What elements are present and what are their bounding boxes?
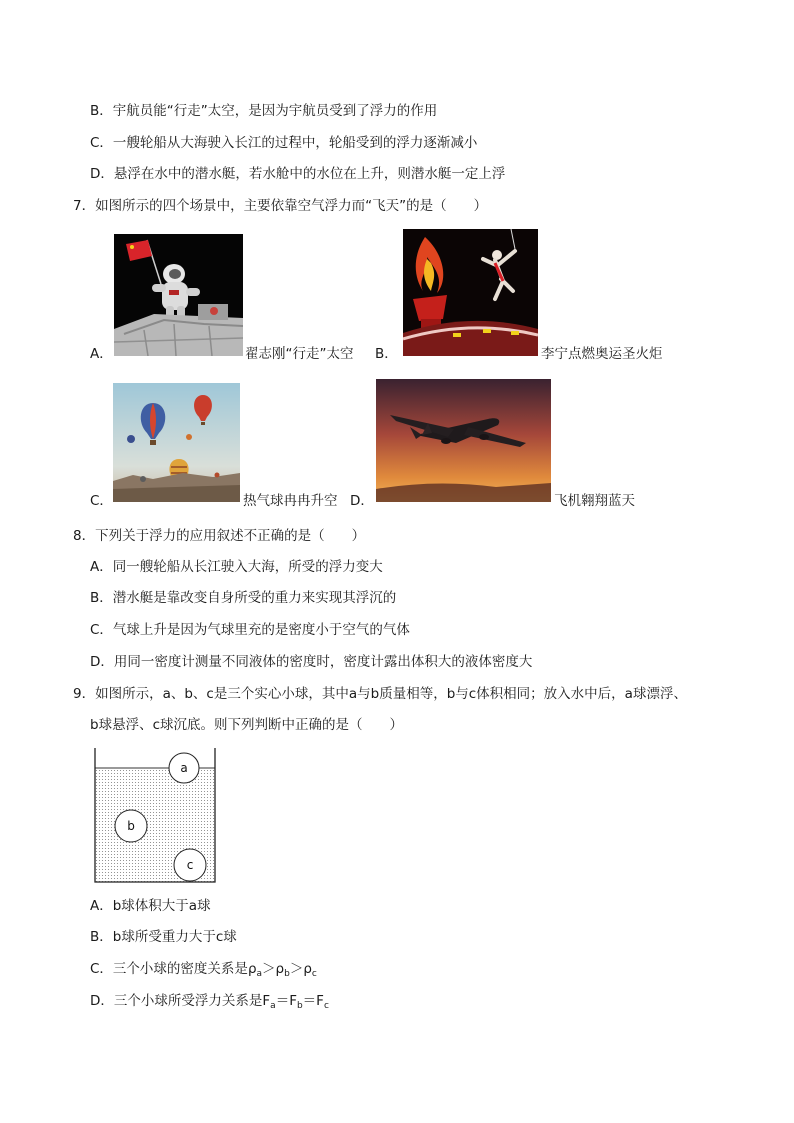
ball-b-label: b	[127, 819, 135, 833]
q7-option-c-caption: 热气球冉冉升空	[243, 493, 338, 509]
subscript-b: b	[284, 969, 290, 979]
equals-symbol: ＝	[275, 993, 290, 1009]
q7-option-d-caption: 飞机翱翔蓝天	[554, 493, 635, 509]
q9-option-c-text: C．三个小球的密度关系是	[90, 961, 248, 977]
subscript-b: b	[296, 1001, 303, 1011]
subscript-c: c	[311, 969, 317, 979]
ball-c-label: c	[186, 858, 194, 872]
force-symbol: F	[316, 993, 324, 1009]
subscript-c: c	[323, 1001, 329, 1011]
q7-option-b-letter: B．	[375, 346, 398, 362]
water-container-diagram	[92, 748, 218, 884]
q9-option-a: A．b球体积大于a球	[90, 898, 211, 914]
astronaut-photo-icon	[114, 234, 243, 356]
q7-option-a-letter: A．	[90, 346, 113, 362]
q7-option-a-caption: 翟志刚“行走”太空	[245, 346, 354, 362]
q8-stem: 8．下列关于浮力的应用叙述不正确的是（ ）	[73, 528, 366, 544]
greater-than-symbol: ＞	[289, 961, 304, 977]
q7-option-b-caption: 李宁点燃奥运圣火炬	[541, 346, 663, 362]
airplane-photo-icon	[376, 379, 551, 502]
rho-symbol: ρ	[275, 961, 285, 977]
q9-stem-line1: 9．如图所示，a、b、c是三个实心小球，其中a与b质量相等，b与c体积相同；放入水中后，a球漂浮、	[73, 686, 687, 702]
q9-stem-line2: b球悬浮、c球沉底。则下列判断中正确的是（ ）	[90, 717, 403, 733]
q7-option-c-letter: C．	[90, 493, 113, 509]
rho-symbol: ρ	[247, 961, 257, 977]
q8-option-a: A．同一艘轮船从长江驶入大海，所受的浮力变大	[90, 559, 383, 575]
q9-option-d-text: D．三个小球所受浮力关系是	[90, 993, 263, 1009]
force-symbol: F	[289, 993, 297, 1009]
q9-option-b: B．b球所受重力大于c球	[90, 929, 237, 945]
subscript-a: a	[256, 969, 263, 979]
equals-symbol: ＝	[302, 993, 317, 1009]
rho-symbol: ρ	[303, 961, 312, 977]
q9-option-d	[90, 992, 329, 1015]
q7-stem: 7．如图所示的四个场景中，主要依靠空气浮力而“飞天”的是（ ）	[73, 198, 488, 214]
hot-air-balloon-photo-icon	[113, 383, 240, 502]
q6-option-d: D．悬浮在水中的潜水艇，若水舱中的水位在上升，则潜水艇一定上浮	[90, 166, 506, 182]
q7-option-d-letter: D．	[350, 493, 374, 509]
ball-a-label: a	[180, 761, 188, 775]
q9-option-c	[90, 960, 317, 983]
subscript-a: a	[270, 1001, 276, 1011]
torch-photo-icon	[403, 229, 538, 356]
force-symbol: F	[262, 993, 271, 1009]
q6-option-c: C．一艘轮船从大海驶入长江的过程中，轮船受到的浮力逐渐减小	[90, 135, 478, 151]
q8-option-d: D．用同一密度计测量不同液体的密度时，密度计露出体积大的液体密度大	[90, 654, 533, 670]
q6-option-b: B．宇航员能“行走”太空，是因为宇航员受到了浮力的作用	[90, 103, 438, 119]
q8-option-c: C．气球上升是因为气球里充的是密度小于空气的气体	[90, 622, 410, 638]
q8-option-b: B．潜水艇是靠改变自身所受的重力来实现其浮沉的	[90, 590, 397, 606]
greater-than-symbol: ＞	[262, 961, 276, 977]
